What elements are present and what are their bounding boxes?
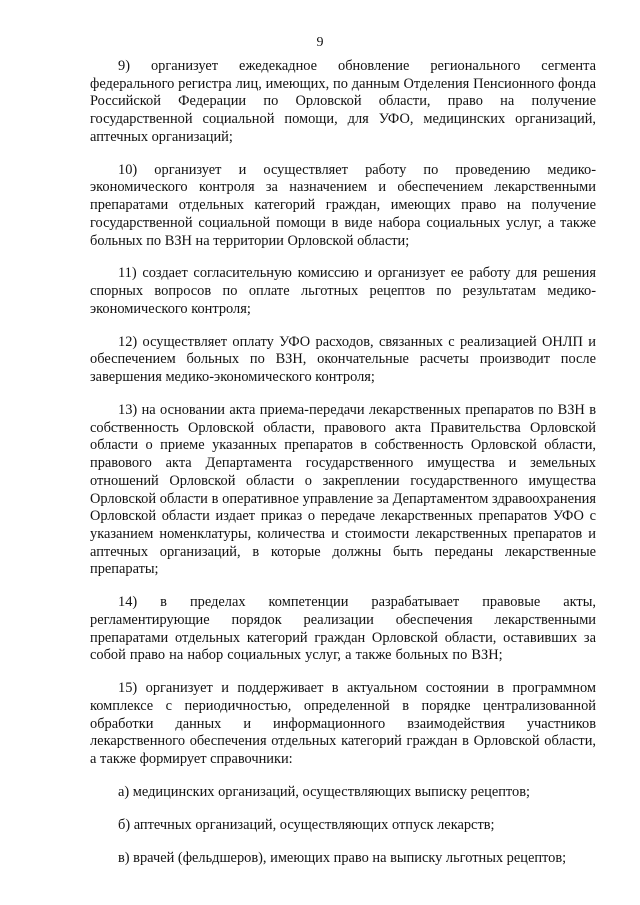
list-item-a: а) медицинских организаций, осуществляющих выписку рецептов; bbox=[118, 783, 531, 800]
list-item-b: б) аптечных организаций, осуществляющих отпуск лекарств; bbox=[118, 816, 495, 833]
document-body bbox=[90, 58, 596, 867]
paragraph-10: 10) организует и осуществляет работу по проведению медико-экономического контроля за назначением и обеспечением лекарственными препаратами отдельных категорий граждан, имеющих право на получение государственной социальной помощи в виде набора социальных услуг, а также больных по ВЗН на территории Орловской области; bbox=[90, 161, 596, 249]
paragraph-11: 11) создает согласительную комиссию и организует ее работу для решения спорных вопросов по оплате льготных рецептов по результатам медико-экономического контроля; bbox=[90, 265, 596, 317]
paragraph-13: 13) на основании акта приема-передачи лекарственных препаратов по ВЗН в собственность Орловской области, правового акта Правительства Орловской области о приеме указанных препаратов в собственность Орловской области, правового акта Департамента государственного имущества и земельных отношений Орловской области о закреплении государственного имущества Орловской области в оперативное управление за Департаментом здравоохранения Орловской области издает приказ о передаче лекарственных препаратов УФО с указанием номенклатуры, количества и стоимости лекарственных препаратов и аптечных организаций, в которые должны быть переданы лекарственные препараты; bbox=[90, 402, 596, 578]
page-number: 9 bbox=[316, 35, 324, 50]
paragraph-9: 9) организует ежедекадное обновление регионального сегмента федерального регистра лиц, имеющих, по данным Отделения Пенсионного фонда Российской Федерации по Орловской области, право на получение государственной социальной помощи, для УФО, медицинских организаций, аптечных организаций; bbox=[90, 58, 596, 145]
paragraph-15: 15) организует и поддерживает в актуальном состоянии в программном комплексе с периодичностью, определенной в порядке централизованной обработки данных и информационного взаимодействия участников лекарственного обеспечения отдельных категорий граждан в Орловской области, а также формирует справочники: bbox=[90, 680, 596, 768]
paragraph-12: 12) осуществляет оплату УФО расходов, связанных с реализацией ОНЛП и обеспечением больных по ВЗН, окончательные расчеты производит после завершения медико-экономического контроля; bbox=[90, 333, 596, 386]
paragraph-14: 14) в пределах компетенции разрабатывает правовые акты, регламентирующие порядок реализации обеспечения лекарственными препаратами отдельных категорий граждан Орловской области, оставивших за собой право на набор социальных услуг, а также больных по ВЗН; bbox=[90, 594, 596, 664]
list-item-c: в) врачей (фельдшеров), имеющих право на выписку льготных рецептов; bbox=[118, 849, 567, 866]
